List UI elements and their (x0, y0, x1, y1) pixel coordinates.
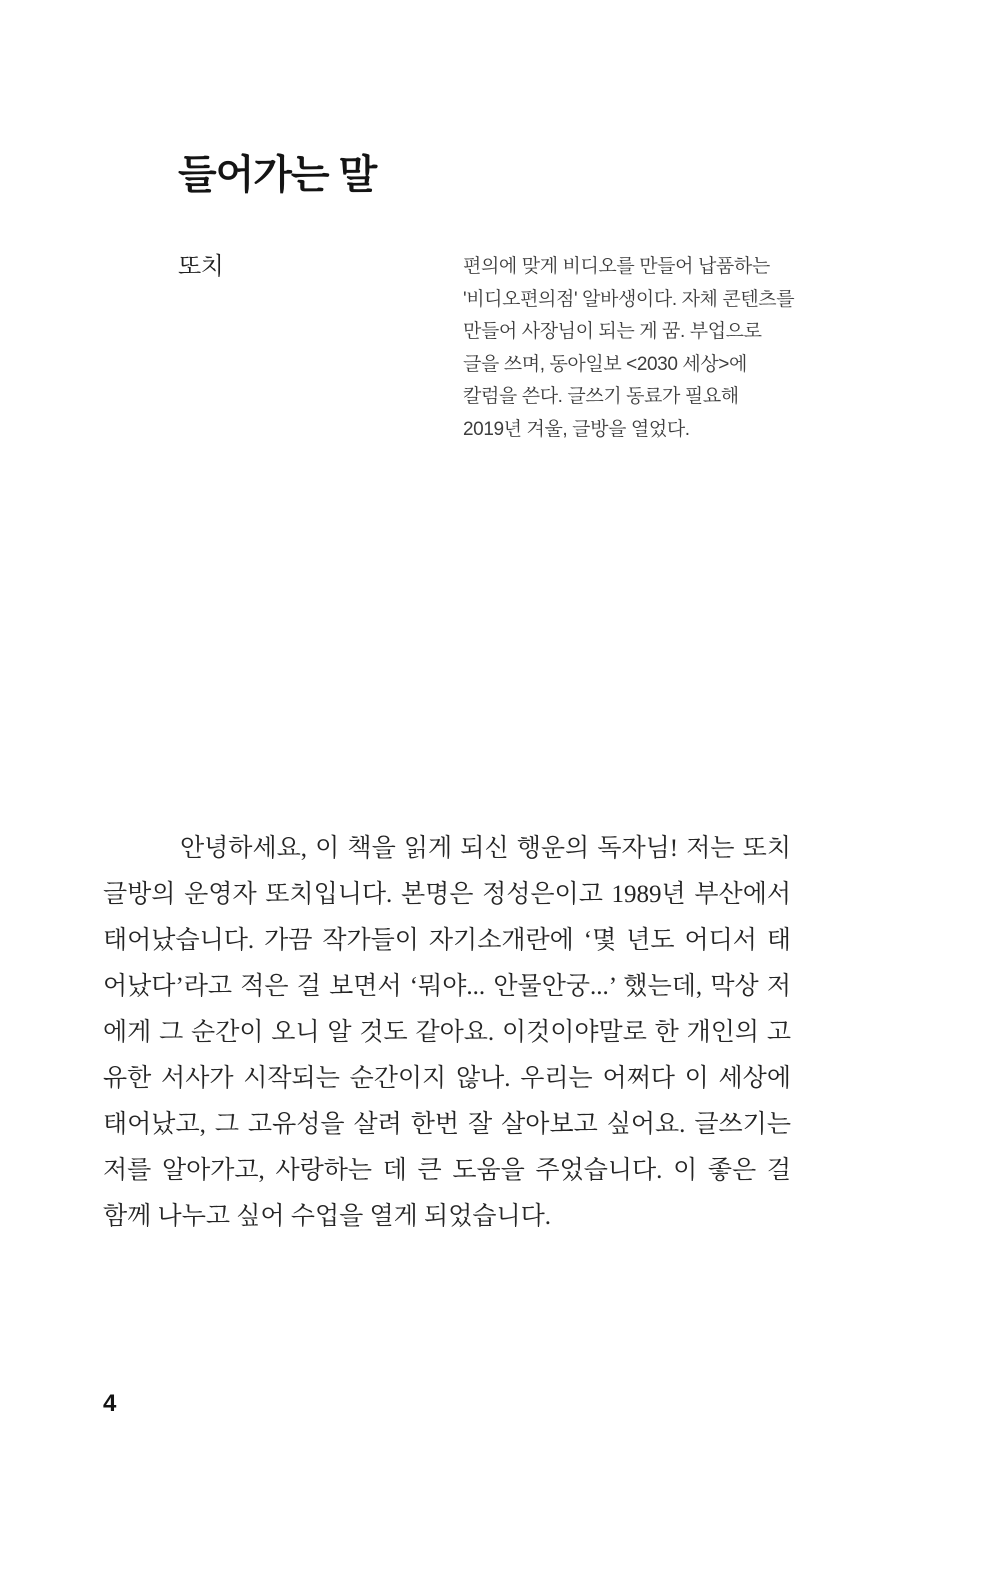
bio-line: 만들어 사장님이 되는 게 꿈. 부업으로 (463, 321, 762, 342)
body-line: 어났다’라고 적은 걸 보면서 ‘뭐야... 안물안궁...’ 했는데, 막상 저 (103, 973, 791, 1000)
body-line: 태어났습니다. 가끔 작가들이 자기소개란에 ‘몇 년도 어디서 태 (103, 927, 791, 954)
body-line: 함께 나누고 싶어 수업을 열게 되었습니다. (103, 1203, 552, 1230)
body-line: 에게 그 순간이 오니 알 것도 같아요. 이것이야말로 한 개인의 고 (103, 1019, 791, 1046)
author-name: 또치 (178, 253, 224, 280)
body-line: 태어났고, 그 고유성을 살려 한번 잘 살아보고 싶어요. 글쓰기는 (103, 1111, 791, 1138)
body-line: 안녕하세요, 이 책을 읽게 되신 행운의 독자님! 저는 또치 (180, 835, 791, 862)
body-line: 유한 서사가 시작되는 순간이지 않나. 우리는 어쩌다 이 세상에 (103, 1065, 791, 1092)
body-line: 저를 알아가고, 사랑하는 데 큰 도움을 주었습니다. 이 좋은 걸 (103, 1157, 791, 1184)
page-number: 4 (103, 1390, 117, 1417)
body-paragraph (103, 826, 791, 1240)
bio-line: '비디오편의점' 알바생이다. 자체 콘텐츠를 (463, 288, 795, 310)
chapter-title: 들어가는 말 (178, 152, 377, 197)
bio-line: 칼럼을 쓴다. 글쓰기 동료가 필요해 (463, 386, 739, 407)
body-line: 글방의 운영자 또치입니다. 본명은 정성은이고 1989년 부산에서 (103, 881, 791, 908)
bio-line: 글을 쓰며, 동아일보 <2030 세상>에 (463, 353, 747, 375)
bio-line: 편의에 맞게 비디오를 만들어 납품하는 (463, 256, 770, 277)
bio-line: 2019년 겨울, 글방을 열었다. (463, 418, 690, 440)
author-bio (463, 251, 808, 446)
